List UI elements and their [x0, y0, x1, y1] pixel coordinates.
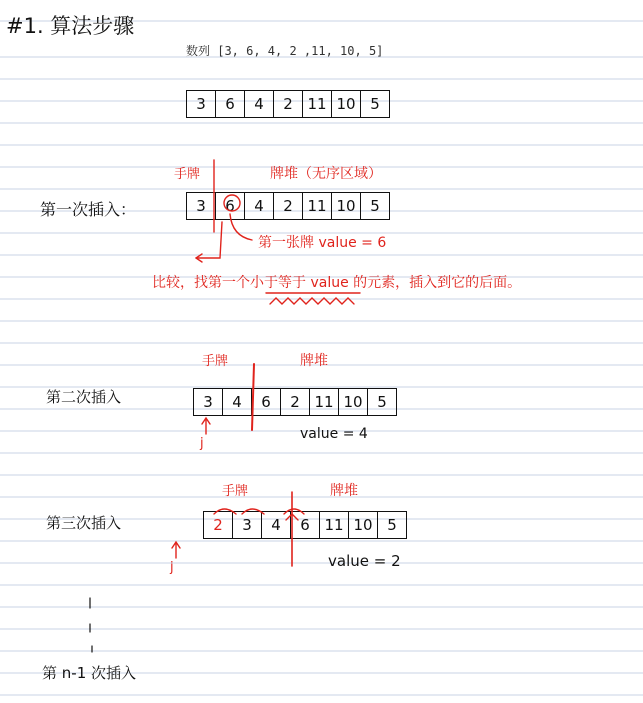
step2-hand-label: 手牌 — [202, 354, 229, 369]
array-cell: 10 — [339, 389, 368, 415]
step3-label: 第三次插入 — [46, 514, 122, 532]
step3-value: value = 2 — [328, 552, 401, 570]
step2-pile-label: 牌堆 — [300, 353, 328, 369]
step1-label: 第一次插入： — [40, 200, 137, 219]
divider-line — [252, 364, 254, 430]
shift-arrow — [284, 509, 304, 514]
array-cell: 3 — [187, 193, 216, 219]
up-arrow — [172, 542, 180, 558]
array-cell: 5 — [370, 95, 380, 113]
step2-value: value = 4 — [300, 426, 368, 442]
array-cell: 11 — [310, 389, 339, 415]
step1-explanation: 比较，找第一个小于等于 value 的元素，插入到它的后面。 — [152, 275, 522, 291]
up-arrow — [202, 418, 210, 434]
array-cell: 2 — [204, 512, 233, 538]
array-cell: 2 — [274, 91, 303, 117]
step3-pile-label: 牌堆 — [330, 483, 358, 499]
array-cell: 6 — [216, 91, 245, 117]
step2-label: 第二次插入 — [46, 388, 122, 406]
array-cell: 11 — [320, 512, 349, 538]
array-cell: 6 — [291, 512, 320, 538]
array-cell: 11 — [303, 193, 332, 219]
step2-pointer: j — [200, 436, 204, 451]
array-cell: 11 — [303, 91, 332, 117]
array-cell: 6 — [252, 389, 281, 415]
array-cell: 3 — [187, 91, 216, 117]
shift-arrow — [214, 509, 236, 514]
step3-hand-label: 手牌 — [222, 484, 249, 499]
array-cell: 2 — [281, 389, 310, 415]
step1-hand-label: 手牌 — [174, 167, 201, 182]
array-cell: 10 — [349, 512, 378, 538]
shift-arrow — [242, 509, 264, 514]
array-cell: 4 — [262, 512, 291, 538]
step3-pointer: j — [170, 560, 174, 575]
array-cell: 4 — [245, 91, 274, 117]
step1-pile-label: 牌堆（无序区域） — [270, 166, 382, 182]
array-cell: 5 — [387, 516, 397, 534]
array-cell: 4 — [245, 193, 274, 219]
array-cell: 10 — [332, 193, 361, 219]
array-cell: 2 — [274, 193, 303, 219]
scribble — [270, 298, 354, 304]
array-cell: 10 — [332, 91, 361, 117]
left-arrow — [196, 222, 222, 258]
array-cell: 3 — [194, 389, 223, 415]
final-step-label: 第 n-1 次插入 — [42, 664, 136, 682]
step1-note: 第一张牌 value = 6 — [258, 235, 387, 251]
array-cell: 4 — [223, 389, 252, 415]
array-cell: 5 — [377, 393, 387, 411]
array-caption: 数列 [3, 6, 4, 2 ,11, 10, 5] — [186, 44, 384, 58]
array-cell: 3 — [233, 512, 262, 538]
array-cell: 6 — [216, 193, 245, 219]
connector-line — [230, 214, 252, 240]
highlight-circle — [224, 195, 240, 211]
array-cell: 5 — [370, 197, 380, 215]
page-heading: #1. 算法步骤 — [6, 14, 135, 38]
